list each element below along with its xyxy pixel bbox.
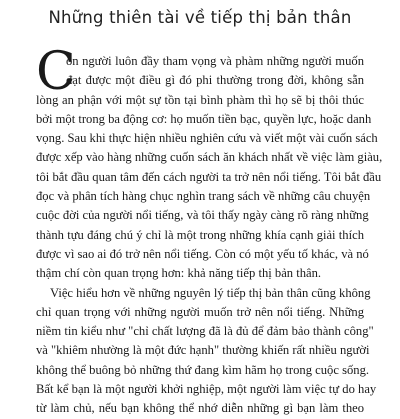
text-line: thành tựu đáng chú ý chỉ là một trong những khía cạnh giải thích [36, 227, 364, 242]
chapter-title: Những thiên tài về tiếp thị bản thân [48, 8, 352, 27]
text-line: đọc và phân tích hàng chục nghìn trang sách về những câu chuyện [36, 189, 371, 204]
text-line: được vì sao ai đó trở nên nổi tiếng. Còn có một yếu tố khác, và nó [36, 246, 369, 261]
text-line: lòng an phận với một sự tồn tại bình phàm thì họ sẽ bị thôi thúc [36, 92, 364, 107]
text-line: được xếp vào hàng những cuốn sách ăn khách nhất về việc làm giàu, [36, 150, 383, 165]
text-line: Bất kể bạn là một người khởi nghiệp, một người làm việc tự do hay [36, 382, 377, 397]
text-line: không thể buông bỏ những thứ đang kìm hãm họ trong cuộc sống. [36, 362, 370, 377]
text-line: từ làm chủ, nếu bạn không thể nhớ diễn những gì bạn làm theo [36, 401, 364, 416]
text-line: Việc hiểu hơn về những nguyên lý tiếp thị bản thân cũng không [50, 285, 371, 300]
text-line: tôi bắt đầu quan tâm đến cách người ta trở nên nổi tiếng. Tôi bắt đầu [36, 169, 382, 184]
text-line: on người luôn đầy tham vọng và phàm những người muốn [66, 54, 364, 68]
text-line: cuộc đời của người nổi tiếng, và tôi thấy ngày càng rõ ràng những [36, 208, 369, 223]
body-text [36, 42, 383, 419]
paragraph-2 [36, 284, 377, 419]
text-line: đạt được một điều gì đó phi thường trong đời, không sẵn [66, 73, 364, 88]
text-line: và "khiêm nhường là một đức hạnh" thường khiến rất nhiều người [36, 343, 370, 358]
text-line: thậm chí còn quan trọng hơn: khả năng tiếp thị bản thân. [36, 266, 322, 281]
text-line: vọng. Sau khi thực hiện nhiều nghiên cứu và viết một vài cuốn sách [36, 131, 378, 146]
text-line: chỉ quan trọng với những người muốn trở nên nổi tiếng. Những [36, 304, 364, 319]
paragraph-1 [36, 42, 383, 284]
text-line: bởi một trong ba động cơ: họ muốn tiền bạc, quyền lực, hoặc danh [36, 111, 372, 126]
drop-cap: C [36, 42, 76, 102]
text-line: niềm tin kiểu như "chỉ chất lượng đã là đủ để đảm bảo thành công" [36, 324, 374, 339]
